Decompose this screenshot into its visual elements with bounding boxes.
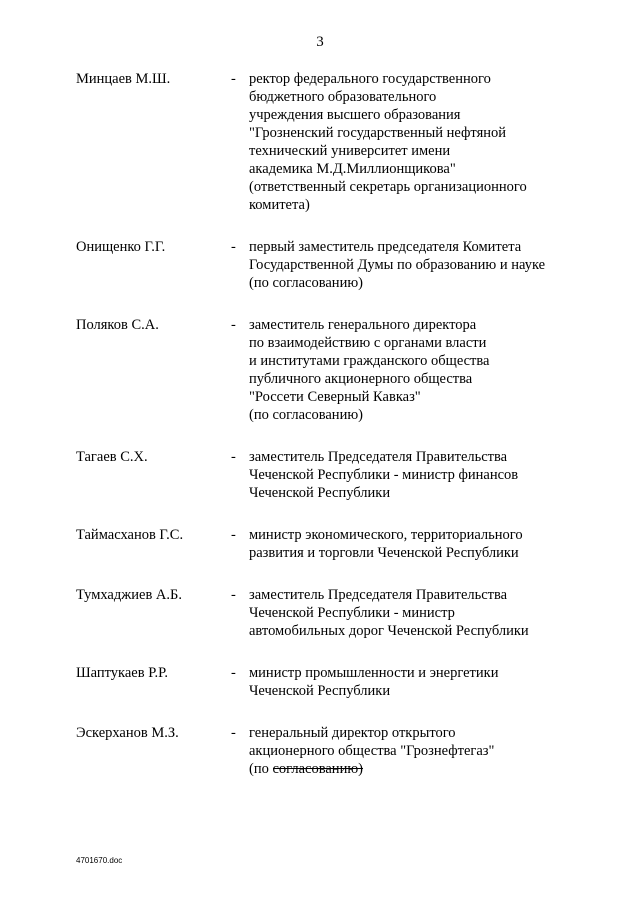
member-name: Поляков С.А.: [76, 317, 159, 333]
member-role-line: (по согласованию): [249, 275, 363, 291]
document-code: 4701670.doc: [76, 856, 123, 865]
member-role-line: генеральный директор открытого: [249, 725, 456, 741]
member-role-line: первый заместитель председателя Комитета: [249, 239, 522, 255]
member-name: Эскерханов М.З.: [76, 725, 179, 741]
member-entry: [0, 724, 640, 778]
member-dash: -: [231, 725, 236, 741]
member-dash: -: [231, 527, 236, 543]
member-role-line: (ответственный секретарь организационного: [249, 179, 527, 195]
member-role-line: Чеченской Республики: [249, 485, 391, 501]
member-name: Онищенко Г.Г.: [76, 239, 166, 255]
page-number: 3: [316, 34, 324, 50]
member-name: Минцаев М.Ш.: [76, 71, 171, 87]
member-name: Таймасханов Г.С.: [76, 527, 184, 543]
member-role: [249, 70, 579, 214]
member-role-line: технический университет имени: [249, 143, 451, 159]
member-role-line: публичного акционерного общества: [249, 371, 473, 387]
member-role-line: Чеченской Республики: [249, 683, 391, 699]
member-role-line: "Грозненский государственный нефтяной: [249, 125, 507, 141]
member-role-line: развития и торговли Чеченской Республики: [249, 545, 519, 561]
member-role-line: Чеченской Республики - министр: [249, 605, 455, 621]
member-entry: [0, 70, 640, 214]
member-role: [249, 316, 579, 424]
member-entry: [0, 448, 640, 502]
member-role-line: автомобильных дорог Чеченской Республики: [249, 623, 529, 639]
member-role: [249, 238, 579, 292]
member-role-line: министр экономического, территориального: [249, 527, 523, 543]
member-role-line: заместитель Председателя Правительства: [249, 449, 508, 465]
member-role-line: учреждения высшего образования: [249, 107, 461, 123]
member-role-line: академика М.Д.Миллионщикова": [249, 161, 456, 177]
member-entry: [0, 316, 640, 424]
member-entry: [0, 664, 640, 700]
member-list: [0, 70, 640, 802]
member-dash: -: [231, 71, 236, 87]
member-role: [249, 724, 579, 778]
member-dash: -: [231, 665, 236, 681]
member-name: Шаптукаев Р.Р.: [76, 665, 168, 681]
member-role-line: акционерного общества "Грознефтегаз": [249, 743, 495, 759]
member-role-line: заместитель генерального директора: [249, 317, 477, 333]
member-dash: -: [231, 317, 236, 333]
member-entry: [0, 526, 640, 562]
member-role: [249, 526, 579, 562]
member-role-line: бюджетного образовательного: [249, 89, 437, 105]
member-name: Тумхаджиев А.Б.: [76, 587, 182, 603]
member-entry: [0, 238, 640, 292]
member-name: Тагаев С.Х.: [76, 449, 148, 465]
member-role-line: (по согласованию): [249, 407, 363, 423]
member-role-line: и институтами гражданского общества: [249, 353, 490, 369]
member-entry: [0, 586, 640, 640]
member-role-line: комитета): [249, 197, 310, 213]
member-role: [249, 448, 579, 502]
member-role-line: Государственной Думы по образованию и науке: [249, 257, 546, 273]
end-divider-line: [273, 768, 363, 769]
member-role: [249, 586, 579, 640]
member-dash: -: [231, 449, 236, 465]
member-role-line: "Россети Северный Кавказ": [249, 389, 421, 405]
member-role-line: министр промышленности и энергетики: [249, 665, 499, 681]
member-dash: -: [231, 239, 236, 255]
member-role-line: по взаимодействию с органами власти: [249, 335, 487, 351]
member-dash: -: [231, 587, 236, 603]
member-role-line: ректор федерального государственного: [249, 71, 491, 87]
member-role-line: (по согласованию): [249, 761, 363, 777]
member-role-line: заместитель Председателя Правительства: [249, 587, 508, 603]
member-role-line: Чеченской Республики - министр финансов: [249, 467, 519, 483]
member-role: [249, 664, 579, 700]
